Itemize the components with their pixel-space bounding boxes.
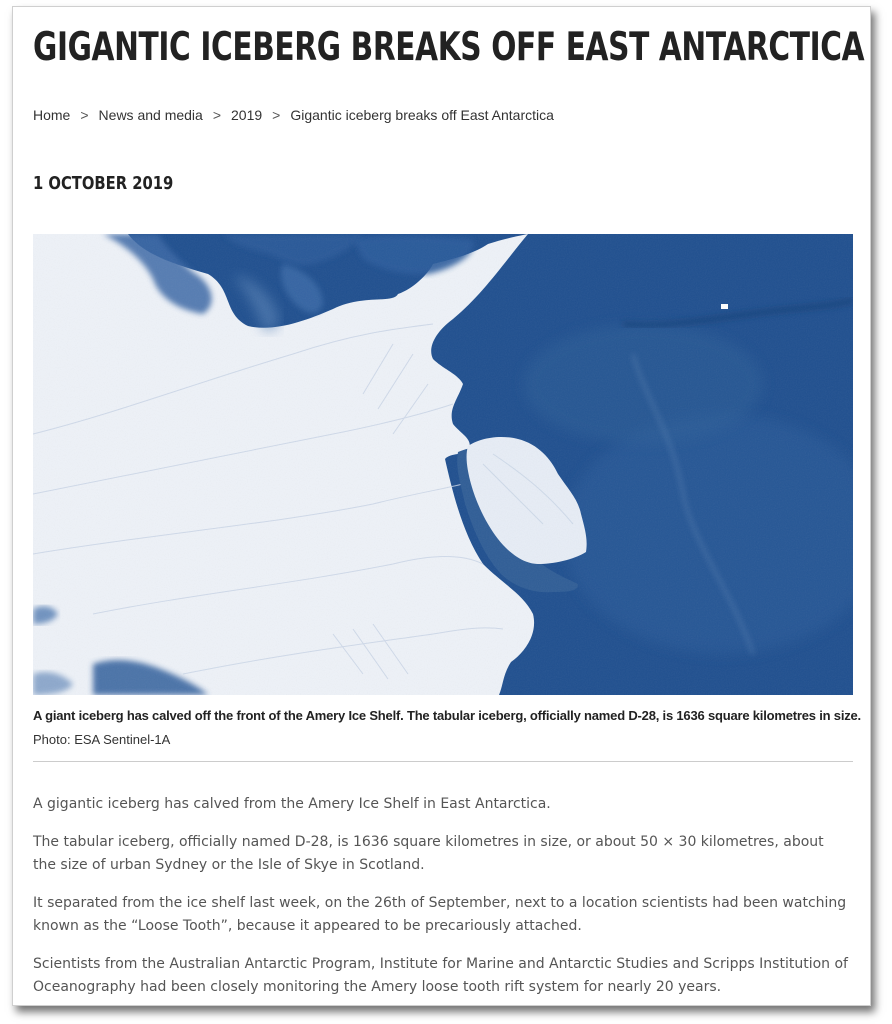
article-paragraph: Scientists from the Australian Antarctic Program, Institute for Marine and Antarctic Studies and Scripps Institution of Oceanography had been closely monitoring the Amery loose tooth rift system for nearly 20 years. bbox=[33, 956, 848, 995]
breadcrumb-home-link[interactable]: Home bbox=[33, 107, 71, 123]
breadcrumb-separator: > bbox=[212, 107, 222, 123]
breadcrumb-news-link[interactable]: News and media bbox=[98, 107, 203, 123]
article-date: 1 OCTOBER 2019 bbox=[33, 173, 174, 194]
breadcrumb-current: Gigantic iceberg breaks off East Antarctica bbox=[290, 107, 554, 123]
photo-credit: Photo: ESA Sentinel-1A bbox=[33, 732, 171, 747]
breadcrumb-separator: > bbox=[272, 107, 281, 123]
breadcrumb-year-link[interactable]: 2019 bbox=[231, 107, 263, 123]
image-grain bbox=[33, 234, 853, 695]
article-paragraph: The tabular iceberg, officially named D-28, is 1636 square kilometres in size, or about 50 × 30 kilometres, about the size of urban Sydney or the Isle of Skye in Scotland. bbox=[33, 834, 824, 873]
article-page bbox=[12, 6, 871, 1006]
figure-caption: A giant iceberg has calved off the front of the Amery Ice Shelf. The tabular iceberg, officially named D-28, is 1636 square kilometres in size. bbox=[33, 708, 861, 723]
breadcrumb bbox=[33, 107, 554, 123]
article-paragraph: A gigantic iceberg has calved from the Amery Ice Shelf in East Antarctica. bbox=[33, 796, 551, 812]
satellite-image-drawing bbox=[33, 234, 853, 695]
satellite-image bbox=[33, 234, 853, 695]
article-paragraph: It separated from the ice shelf last week, on the 26th of September, next to a location scientists had been watching known as the “Loose Tooth”, because it appeared to be precariously attached. bbox=[33, 895, 847, 934]
breadcrumb-separator: > bbox=[80, 107, 89, 123]
page-title: GIGANTIC ICEBERG BREAKS OFF EAST ANTARCTICA bbox=[33, 25, 865, 70]
divider bbox=[33, 761, 853, 762]
